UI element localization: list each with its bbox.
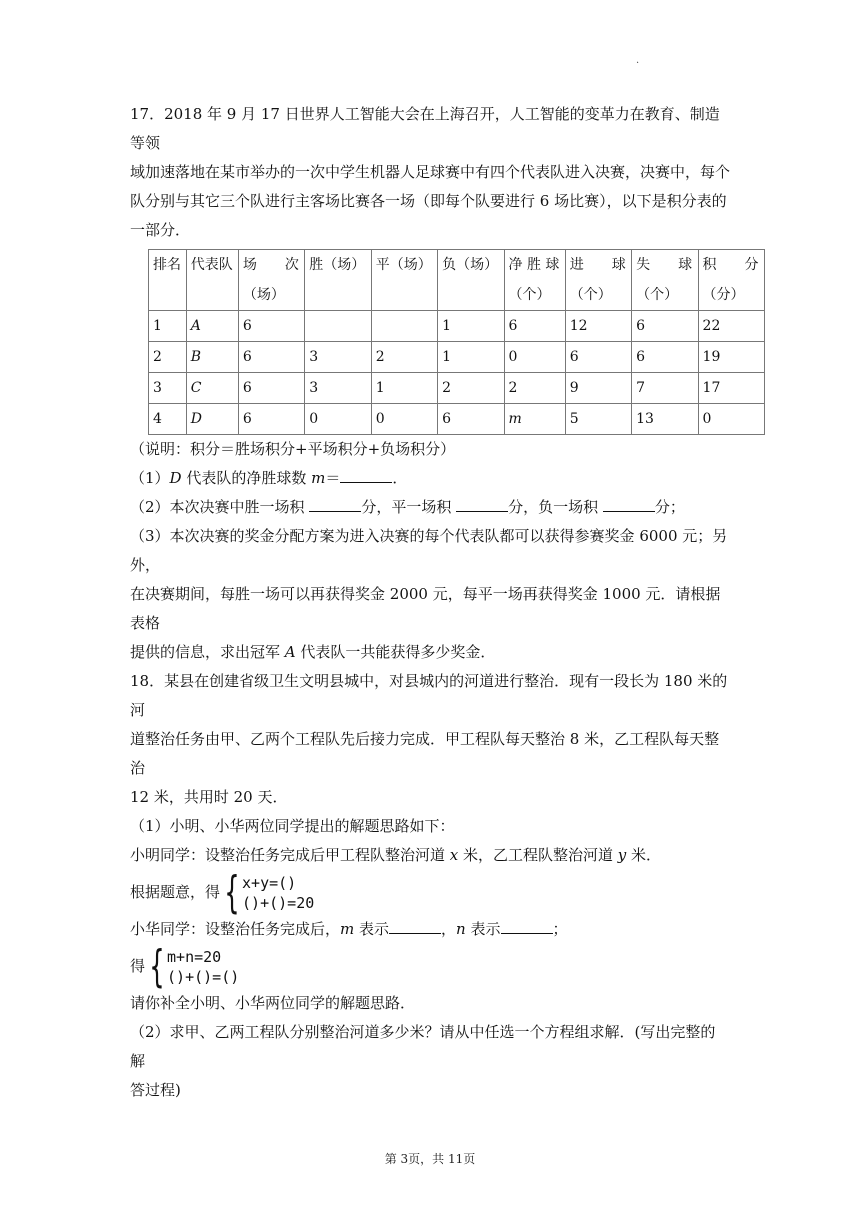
q17-line: 队分别与其它三个队进行主客场比赛各一场（即每个队要进行 6 场比赛），以下是积分表的 (130, 192, 727, 210)
q17-sub3: 提供的信息，求出冠军 A 代表队一共能获得多少奖金． (130, 643, 496, 661)
table-cell: 2 (504, 373, 565, 404)
table-header-row (149, 250, 765, 311)
q18-sub2: 答过程) (130, 1081, 181, 1099)
table-cell: 6 (632, 342, 698, 373)
table-cell: 9 (565, 373, 631, 404)
table-cell: 1 (371, 373, 437, 404)
q18-sub1: （1）小明、小华两位同学提出的解题思路如下： (130, 817, 455, 835)
table-cell: 4 (149, 404, 187, 435)
answer-blank[interactable] (340, 466, 392, 483)
header-cell: 平（场） (371, 250, 437, 311)
equation: ()+()=20 (242, 894, 315, 912)
table-cell: B (186, 342, 238, 373)
q17-line: 一部分． (130, 221, 191, 239)
brace-icon: { (149, 941, 165, 992)
table-cell (371, 311, 437, 342)
table-row (149, 342, 765, 373)
equation: m+n=20 (167, 948, 222, 966)
table-cell: 1 (149, 311, 187, 342)
table-cell: 6 (632, 311, 698, 342)
xiaoming-equations: 根据题意，得 { x+y=() ()+()=20 (130, 867, 315, 918)
table-cell: 2 (371, 342, 437, 373)
table-cell: 13 (632, 404, 698, 435)
xiaohua-setup: 小华同学：设整治任务完成后，m 表示 ，n 表示 ； (130, 915, 730, 944)
q17-sub3: 在决赛期间，每胜一场可以再获得奖金 2000 元，每平一场再获得奖金 1000 元．请根据表格 (130, 585, 721, 632)
table-cell: 2 (438, 373, 504, 404)
answer-blank[interactable] (309, 495, 361, 512)
table-cell: 6 (238, 404, 304, 435)
table-cell: 19 (698, 342, 764, 373)
table-row (149, 373, 765, 404)
table-cell: 6 (238, 342, 304, 373)
table-note: （说明：积分＝胜场积分+平场积分+负场积分） (130, 440, 456, 458)
answer-blank[interactable] (603, 495, 655, 512)
q17-line: 17．2018 年 9 月 17 日世界人工智能大会在上海召开，人工智能的变革力在教育、制造等领 (130, 105, 720, 152)
q18-complete: 请你补全小明、小华两位同学的解题思路． (130, 994, 416, 1012)
table-cell: 1 (438, 342, 504, 373)
table-cell: A (186, 311, 238, 342)
score-table (148, 249, 765, 435)
table-cell: C (186, 373, 238, 404)
page-content (130, 100, 759, 1105)
table-cell: 12 (565, 311, 631, 342)
header-cell: 失 球 （个） (632, 250, 698, 311)
table-cell: 0 (698, 404, 764, 435)
table-cell: 6 (565, 342, 631, 373)
page-footer: 第 3页，共 11页 (384, 1152, 476, 1166)
table-cell: 0 (305, 404, 371, 435)
table-cell: D (186, 404, 238, 435)
table-cell: 0 (371, 404, 437, 435)
table-cell: 3 (305, 342, 371, 373)
header-cell: 代表队 (186, 250, 238, 311)
table-cell: 3 (305, 373, 371, 404)
table-cell: 17 (698, 373, 764, 404)
table-cell: 0 (504, 342, 565, 373)
table-row (149, 404, 765, 435)
table-cell: 6 (238, 311, 304, 342)
equation: x+y=() (242, 874, 297, 892)
table-row (149, 311, 765, 342)
answer-blank[interactable] (389, 917, 441, 934)
q18-line: 道整治任务由甲、乙两个工程队先后接力完成．甲工程队每天整治 8 米，乙工程队每天整治 (130, 730, 720, 777)
q18-line: 18．某县在创建省级卫生文明县城中，对县城内的河道进行整治．现有一段长为 180 米的河 (130, 672, 728, 719)
table-cell: 5 (565, 404, 631, 435)
q18-sub2: （2）求甲、乙两工程队分别整治河道多少米？请从中任选一个方程组求解．(写出完整的解 (130, 1023, 716, 1070)
answer-blank[interactable] (501, 917, 553, 934)
xiaohua-equations: 得 { m+n=20 ()+()=() (130, 941, 240, 992)
table-cell: 1 (438, 311, 504, 342)
header-cell: 净 胜 球 （个） (504, 250, 565, 311)
table-cell: 3 (149, 373, 187, 404)
header-cell: 胜（场） (305, 250, 371, 311)
xiaoming-setup: 小明同学：设整治任务完成后甲工程队整治河道 x 米，乙工程队整治河道 y 米． (130, 846, 662, 864)
header-cell: 进 球 （个） (565, 250, 631, 311)
table-cell: 22 (698, 311, 764, 342)
header-cell: 积 分 （分） (698, 250, 764, 311)
brace-icon: { (224, 867, 240, 918)
q18-line: 12 米，共用时 20 天． (130, 788, 288, 806)
answer-blank[interactable] (456, 495, 508, 512)
header-cell: 场 次 （场） (238, 250, 304, 311)
table-cell: 6 (238, 373, 304, 404)
q17-sub3: （3）本次决赛的奖金分配方案为进入决赛的每个代表队都可以获得参赛奖金 6000 元；另外， (130, 527, 728, 574)
header-cell: 负（场） (438, 250, 504, 311)
table-cell: 7 (632, 373, 698, 404)
q17-line: 域加速落地在某市举办的一次中学生机器人足球赛中有四个代表队进入决赛，决赛中，每个 (130, 163, 731, 181)
table-cell: 6 (504, 311, 565, 342)
table-cell: 2 (149, 342, 187, 373)
table-cell (305, 311, 371, 342)
header-cell: 排名 (149, 250, 187, 311)
page-mark: · (636, 58, 640, 69)
table-cell: m (504, 404, 565, 435)
q17-sub1: （1）D 代表队的净胜球数 m＝ ． (130, 464, 730, 493)
equation: ()+()=() (167, 968, 240, 986)
table-cell: 6 (438, 404, 504, 435)
q17-sub2: （2）本次决赛中胜一场积 分，平一场积 分，负一场积 分； (130, 493, 730, 522)
